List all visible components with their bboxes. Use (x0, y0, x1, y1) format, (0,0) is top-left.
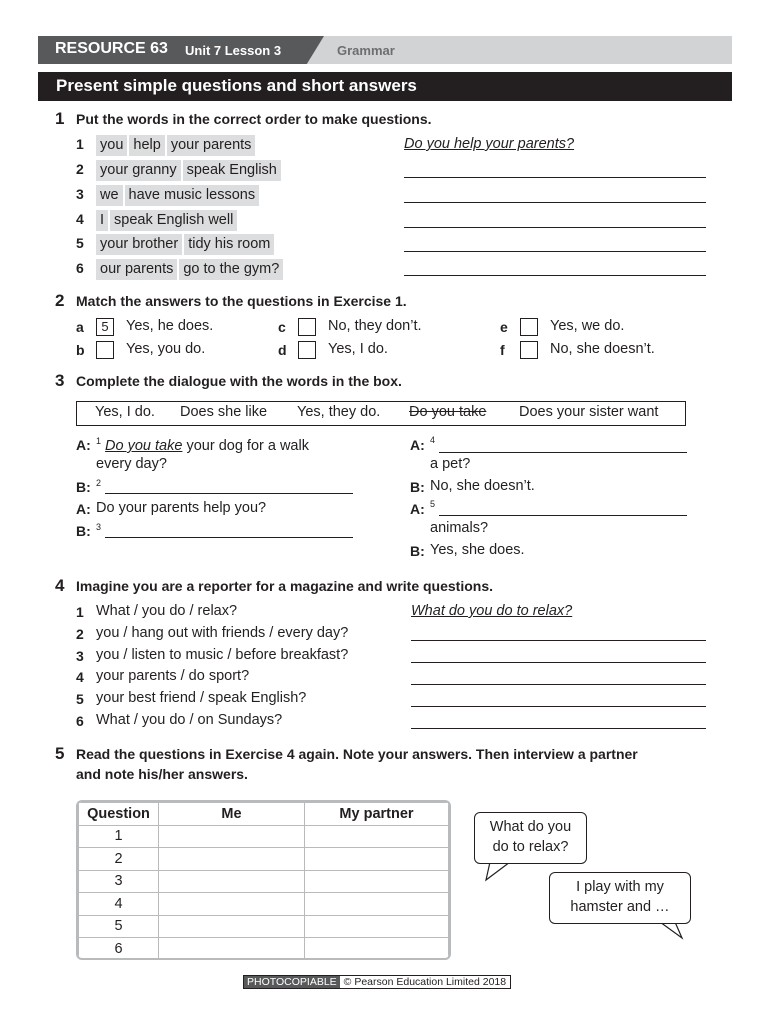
photocopiable-label: PHOTOCOPIABLE (244, 976, 340, 988)
ex2-answer-text: No, they don’t. (328, 318, 422, 334)
dialogue-text: a pet? (430, 456, 471, 472)
ex4-item-number: 2 (76, 626, 84, 642)
exercise-4-number: 4 (55, 576, 65, 595)
ex4-item-number: 5 (76, 691, 84, 707)
speaker-label: B: (410, 543, 425, 559)
partner-cell[interactable] (305, 938, 449, 961)
partner-cell[interactable] (305, 825, 449, 848)
me-cell[interactable] (159, 825, 305, 848)
me-cell[interactable] (159, 893, 305, 916)
ex4-example-answer: What do you do to relax? (411, 603, 573, 619)
ex1-word-chunks (96, 135, 255, 156)
me-cell[interactable] (159, 870, 305, 893)
ex1-answer-line[interactable] (404, 227, 706, 228)
bubble-text: do to relax? (492, 839, 569, 855)
partner-cell[interactable] (305, 870, 449, 893)
word-chunk: you (96, 135, 127, 156)
ex4-prompt: your best friend / speak English? (96, 690, 307, 706)
word-chunk: have music lessons (125, 185, 260, 206)
speaker-label: A: (410, 501, 425, 517)
ex1-answer-line[interactable] (404, 177, 706, 178)
word-chunk: your brother (96, 234, 182, 255)
ex4-answer-line[interactable] (411, 706, 706, 707)
word-chunk: I (96, 210, 108, 231)
word-chunk: speak English (183, 160, 281, 181)
ex1-word-chunks (96, 160, 281, 181)
word-chunk: we (96, 185, 123, 206)
row-number: 6 (79, 938, 159, 961)
table-row (79, 915, 449, 938)
ex2-letter: b (76, 342, 85, 358)
exercise-2-instruction: Match the answers to the questions in Exercise 1. (76, 293, 407, 309)
word-chunk: help (129, 135, 164, 156)
dialogue-text: Do your parents help you? (96, 500, 267, 516)
ex4-prompt: What / you do / on Sundays? (96, 712, 283, 728)
ex2-letter: a (76, 319, 84, 335)
table-row (79, 893, 449, 916)
table-row (79, 870, 449, 893)
word-chunk: tidy his room (184, 234, 274, 255)
partner-cell[interactable] (305, 848, 449, 871)
dialogue-answer-line[interactable] (439, 515, 687, 516)
gap-number: 5 (430, 499, 436, 509)
ex2-answer-text: No, she doesn’t. (550, 341, 655, 357)
ex1-answer-line[interactable] (404, 202, 706, 203)
table-row (79, 848, 449, 871)
ex4-item-number: 1 (76, 604, 84, 620)
dialogue-text: animals? (430, 520, 489, 536)
speaker-label: B: (76, 479, 91, 495)
speaker-label: B: (76, 523, 91, 539)
ex2-answer-text: Yes, he does. (126, 318, 214, 334)
dialogue-text: every day? (96, 456, 167, 472)
ex2-answer-text: Yes, we do. (550, 318, 625, 334)
exercise-5-instruction-line1: Read the questions in Exercise 4 again. Note your answers. Then interview a partner (76, 746, 638, 762)
ex2-answer-box[interactable]: 5 (96, 318, 114, 336)
ex4-item-number: 6 (76, 713, 84, 729)
dialogue-example-answer: Do you take (105, 437, 183, 454)
word-box-item: Yes, they do. (297, 404, 381, 420)
me-cell[interactable] (159, 938, 305, 961)
dialogue-line-1 (96, 436, 309, 454)
ex2-answer-text: Yes, I do. (328, 341, 388, 357)
row-number: 2 (79, 848, 159, 871)
word-chunk: our parents (96, 259, 177, 280)
partner-cell[interactable] (305, 915, 449, 938)
speech-bubble-answer (549, 872, 691, 924)
me-cell[interactable] (159, 915, 305, 938)
ex1-answer-line[interactable] (404, 251, 706, 252)
ex2-answer-box[interactable] (298, 341, 316, 359)
bubble-text: I play with my (576, 879, 664, 895)
ex1-word-chunks (96, 185, 259, 206)
ex1-item-number: 1 (76, 136, 84, 152)
table-header: Me (159, 803, 305, 826)
gap-number: 1 (96, 436, 102, 446)
word-box-item: Does your sister want (519, 404, 659, 420)
ex2-letter: e (500, 319, 508, 335)
gap-number: 2 (96, 478, 102, 488)
unit-lesson-label: Unit 7 Lesson 3 (185, 43, 282, 58)
exercise-5-instruction-line2: and note his/her answers. (76, 766, 248, 782)
bubble-text: What do you (489, 819, 572, 835)
footer (243, 975, 511, 989)
row-number: 5 (79, 915, 159, 938)
me-cell[interactable] (159, 848, 305, 871)
ex4-answer-line[interactable] (411, 684, 706, 685)
dialogue-answer-line[interactable] (105, 493, 353, 494)
ex2-answer-box[interactable] (520, 318, 538, 336)
dialogue-text: your dog for a walk (182, 437, 309, 454)
table-header-row (79, 803, 449, 826)
exercise-4-instruction: Imagine you are a reporter for a magazine and write questions. (76, 578, 493, 594)
ex2-answer-box[interactable] (520, 341, 538, 359)
speech-bubble-question (474, 812, 587, 864)
table-row (79, 938, 449, 961)
word-chunk: your parents (167, 135, 256, 156)
page-title: Present simple questions and short answers (56, 76, 417, 95)
word-box-item-used: Do you take (409, 404, 487, 420)
speaker-label: A: (76, 437, 91, 453)
word-chunk: speak English well (110, 210, 237, 231)
ex4-answer-line[interactable] (411, 640, 706, 641)
dialogue-answer-line[interactable] (105, 537, 353, 538)
partner-cell[interactable] (305, 893, 449, 916)
ex4-answer-line[interactable] (411, 662, 706, 663)
ex1-item-number: 6 (76, 260, 84, 276)
exercise-1-instruction: Put the words in the correct order to make questions. (76, 111, 432, 127)
ex4-item-number: 3 (76, 648, 84, 664)
ex4-prompt: you / listen to music / before breakfast? (96, 647, 349, 663)
ex1-item-number: 2 (76, 161, 84, 177)
ex4-item-number: 4 (76, 669, 84, 685)
ex2-letter: d (278, 342, 287, 358)
ex1-word-chunks (96, 210, 237, 231)
ex2-letter: f (500, 342, 505, 358)
ex1-item-number: 3 (76, 186, 84, 202)
table-header: Question (79, 803, 159, 826)
dialogue-answer-line[interactable] (439, 452, 687, 453)
word-chunk: go to the gym? (179, 259, 283, 280)
table-header: My partner (305, 803, 449, 826)
gap-number: 3 (96, 522, 102, 532)
ex4-prompt: What / you do / relax? (96, 603, 238, 619)
exercise-3-instruction: Complete the dialogue with the words in the box. (76, 373, 402, 389)
word-chunk: your granny (96, 160, 181, 181)
resource-label: RESOURCE 63 (55, 40, 168, 57)
interview-table (76, 800, 451, 960)
ex2-answer-box[interactable] (298, 318, 316, 336)
exercise-1-number: 1 (55, 109, 65, 128)
exercise-3-number: 3 (55, 371, 65, 390)
ex1-item-number: 5 (76, 235, 84, 251)
ex2-answer-box[interactable] (96, 341, 114, 359)
row-number: 1 (79, 825, 159, 848)
ex4-prompt: your parents / do sport? (96, 668, 250, 684)
ex1-word-chunks (96, 234, 274, 255)
ex1-answer-line[interactable] (404, 275, 706, 276)
ex2-letter: c (278, 319, 286, 335)
speaker-label: B: (410, 479, 425, 495)
word-box-item: Does she like (180, 404, 268, 420)
row-number: 4 (79, 893, 159, 916)
speaker-label: A: (76, 501, 91, 517)
ex1-item-number: 4 (76, 211, 84, 227)
gap-number: 4 (430, 435, 436, 445)
ex1-example-answer: Do you help your parents? (404, 136, 575, 152)
word-box-item: Yes, I do. (95, 404, 155, 420)
dialogue-text: Yes, she does. (430, 542, 525, 558)
dialogue-text: No, she doesn’t. (430, 478, 535, 494)
ex4-answer-line[interactable] (411, 728, 706, 729)
ex1-word-chunks (96, 259, 283, 280)
ex4-prompt: you / hang out with friends / every day? (96, 625, 349, 641)
table-row (79, 825, 449, 848)
exercise-5-number: 5 (55, 744, 65, 763)
ex2-answer-text: Yes, you do. (126, 341, 206, 357)
section-label: Grammar (337, 43, 395, 58)
row-number: 3 (79, 870, 159, 893)
speaker-label: A: (410, 437, 425, 453)
copyright-text: © Pearson Education Limited 2018 (343, 976, 507, 988)
exercise-2-number: 2 (55, 291, 65, 310)
bubble-text: hamster and … (570, 899, 670, 915)
